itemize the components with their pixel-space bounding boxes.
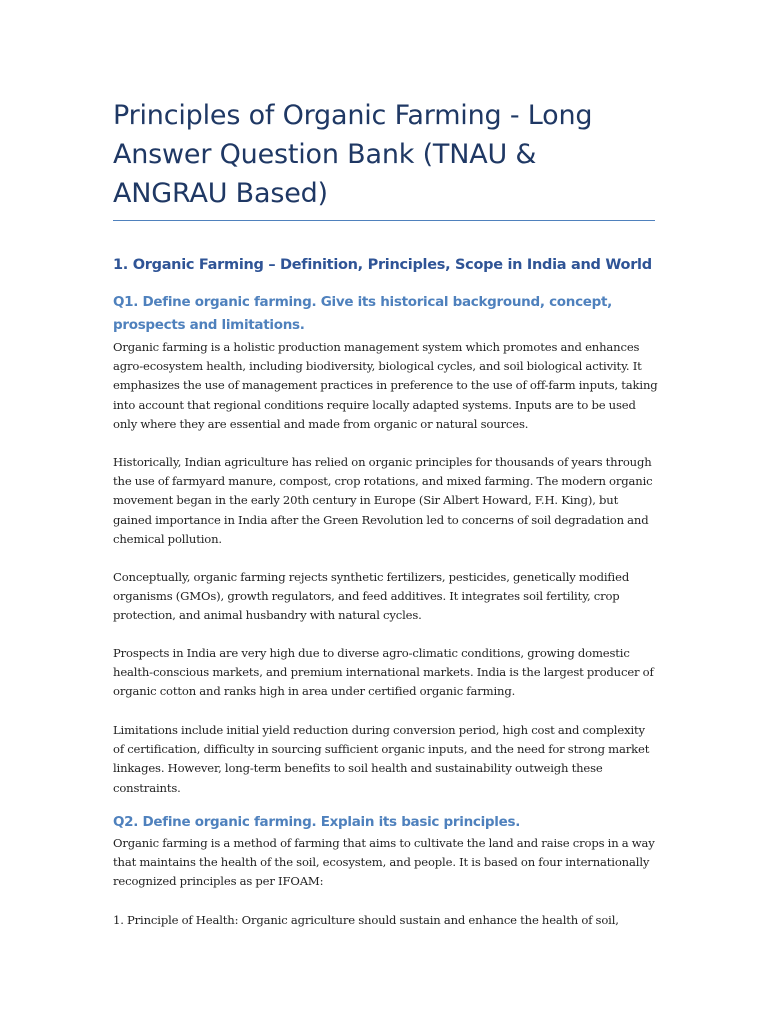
q2-paragraph-intro: Organic farming is a method of farming that aims to cultivate the land and raise crops in a way that maintains the health of the soil, ecosystem, and people. It is based on four internationally recognized principles as per IFOAM: [113, 836, 655, 889]
q1-paragraph-history: Historically, Indian agriculture has relied on organic principles for thousands of years through the use of farmyard manure, compost, crop rotations, and mixed farming. The modern organic movement began in the early 20th century in Europe (Sir Albert Howard, F.H. King), but gained importance in India after the Green Revolution led to concerns of soil degradation and chemical pollution. [113, 455, 653, 546]
document-title: Principles of Organic Farming - Long Answer Question Bank (TNAU & ANGRAU Based) [113, 100, 593, 209]
section-heading: 1. Organic Farming – Definition, Principles, Scope in India and World [113, 257, 652, 273]
q1-paragraph-limitations: Limitations include initial yield reduction during conversion period, high cost and complexity of certification, difficulty in sourcing sufficient organic inputs, and the need for strong market linkages. However, long-term benefits to soil health and sustainability outweigh these constraints. [113, 723, 650, 795]
q1-paragraph-concept: Conceptually, organic farming rejects synthetic fertilizers, pesticides, genetically modified organisms (GMOs), growth regulators, and feed additives. It integrates soil fertility, crop protection, and animal husbandry with natural cycles. [113, 570, 630, 623]
q1-paragraph-definition: Organic farming is a holistic production management system which promotes and enhances agro-ecosystem health, including biodiversity, biological cycles, and soil biological activity. It emphasizes the use of management practices in preference to the use of off-farm inputs, taking into account that regional conditions require locally adapted systems. Inputs are to be used only where they are essential and made from organic or natural sources. [113, 340, 658, 431]
q2-paragraph-principle-health: 1. Principle of Health: Organic agriculture should sustain and enhance the health of soil, [113, 913, 619, 927]
q1-paragraph-prospects: Prospects in India are very high due to diverse agro-climatic conditions, growing domestic health-conscious markets, and premium international markets. India is the largest producer of organic cotton and ranks high in area under certified organic farming. [113, 646, 654, 699]
title-underline-divider [113, 220, 655, 221]
question-heading-q2: Q2. Define organic farming. Explain its basic principles. [113, 814, 521, 830]
question-heading-q1: Q1. Define organic farming. Give its historical background, concept, prospects and limitations. [113, 294, 612, 333]
